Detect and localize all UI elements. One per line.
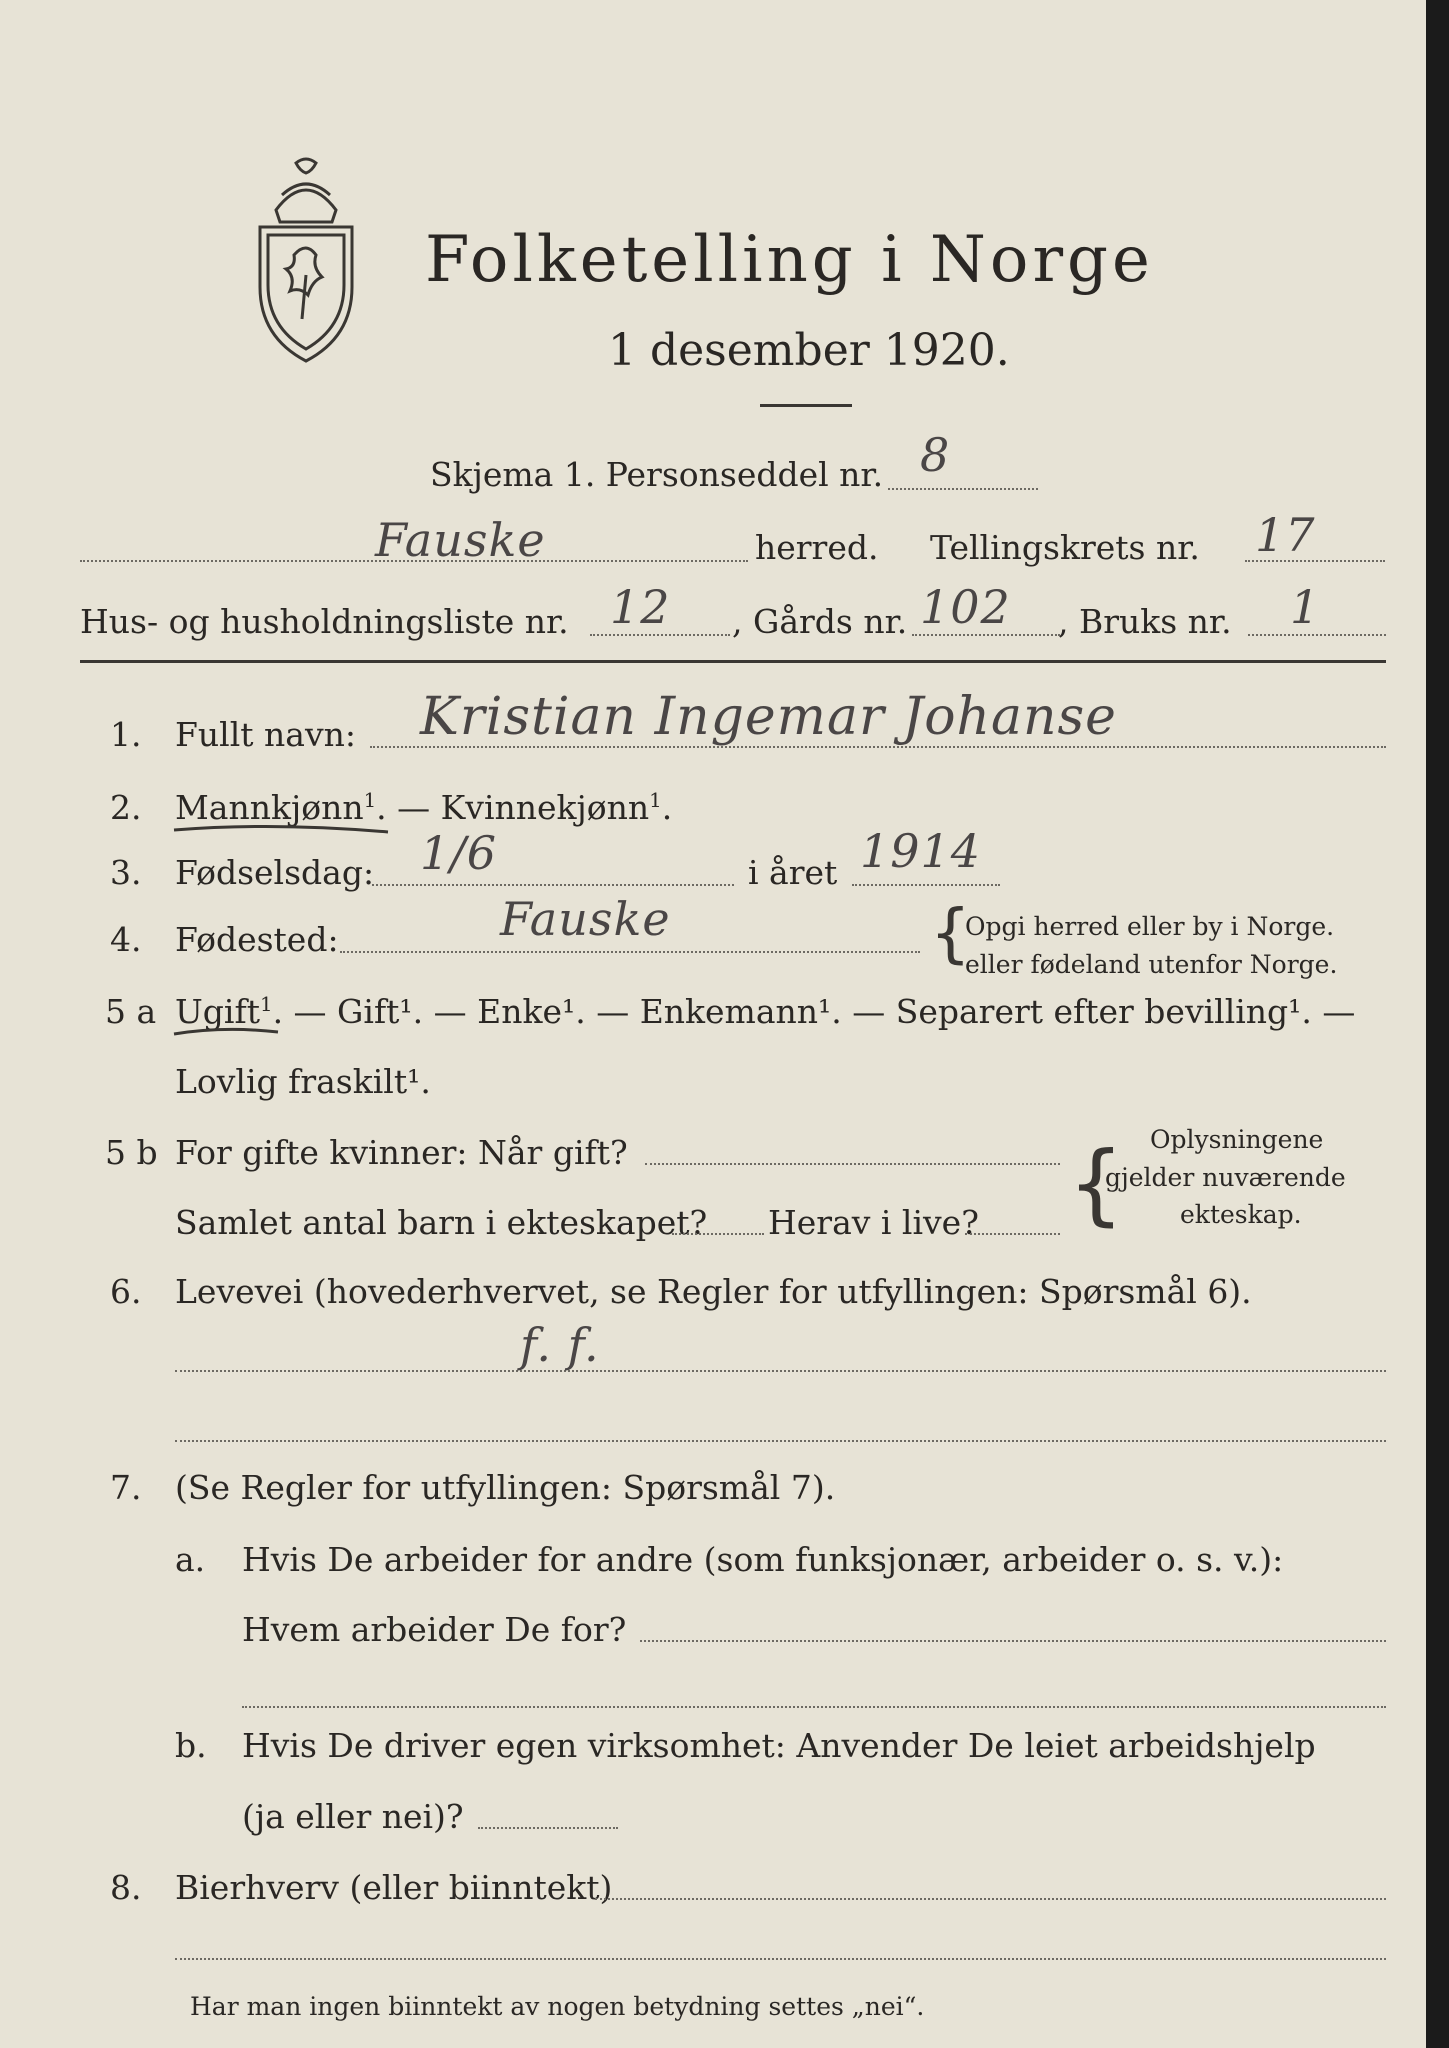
q6-number: 6. — [110, 1272, 142, 1311]
q7a-field-line-1 — [640, 1640, 1386, 1642]
q2-end: . — [661, 788, 673, 827]
q7b-field-line — [478, 1827, 618, 1829]
q5a-options[interactable] — [175, 992, 1355, 1032]
q5b-children-label: Samlet antal barn i ekteskapet? — [175, 1203, 708, 1242]
q7a-line-2: Hvem arbeider De for? — [242, 1610, 627, 1649]
q8-field-line-2 — [175, 1958, 1386, 1960]
footer-note: Har man ingen biinntekt av nogen betydning settes „nei“. — [190, 1992, 925, 2021]
q2-mannkjonn[interactable]: Mannkjønn — [175, 788, 364, 827]
q6-occupation-value[interactable]: f. f. — [520, 1318, 600, 1372]
hus-label: Hus- og husholdningsliste nr. — [80, 602, 569, 641]
skjema-value[interactable]: 8 — [920, 428, 951, 482]
q5a-number: 5 a — [105, 992, 157, 1031]
q2-footnote-marker-2: 1 — [649, 789, 662, 812]
hus-value[interactable]: 12 — [610, 580, 671, 634]
q5a-footnote-marker: 1 — [259, 993, 273, 1016]
q2-number: 2. — [110, 788, 142, 827]
q4-birthplace-value[interactable]: Fauske — [500, 892, 671, 946]
q7b-line-2: (ja eller nei)? — [242, 1797, 464, 1836]
census-date: 1 desember 1920. — [608, 325, 1010, 376]
q4-note-1: Opgi herred eller by i Norge. — [965, 912, 1335, 941]
q5b-alive-field-line — [965, 1233, 1060, 1235]
q5b-alive-label: Herav i live? — [768, 1203, 979, 1242]
q3-year-value[interactable]: 1914 — [860, 824, 982, 878]
bruks-label: , Bruks nr. — [1058, 602, 1232, 641]
q4-brace: { — [930, 897, 971, 971]
q3-label: Fødselsdag: — [175, 853, 375, 892]
q4-label: Fødested: — [175, 920, 339, 959]
q5b-note-2: gjelder nuværende — [1105, 1163, 1346, 1192]
q3-field-line — [372, 884, 734, 886]
form-title: Folketelling i Norge — [425, 223, 1154, 297]
q2-separator: . — — [376, 788, 431, 827]
skjema-field-line — [888, 488, 1038, 490]
q7a-line-1: Hvis De arbeider for andre (som funksjonær, arbeider o. s. v.): — [242, 1540, 1284, 1579]
q7a-number: a. — [175, 1540, 206, 1579]
q3-year-label: i året — [748, 853, 838, 892]
q5b-married-field-line — [645, 1163, 1060, 1165]
q7-number: 7. — [110, 1468, 142, 1507]
q5b-line-1: For gifte kvinner: Når gift? — [175, 1133, 628, 1172]
coat-of-arms-icon — [246, 155, 366, 365]
header-rule — [80, 660, 1386, 663]
q4-field-line — [340, 951, 920, 953]
herred-label: herred. — [755, 528, 879, 567]
q5b-brace: { — [1068, 1132, 1124, 1235]
q3-year-field-line — [852, 884, 1000, 886]
tellingskrets-label: Tellingskrets nr. — [930, 528, 1200, 567]
gards-label: , Gårds nr. — [732, 602, 908, 641]
q8-number: 8. — [110, 1868, 142, 1907]
gards-value[interactable]: 102 — [920, 580, 1011, 634]
q3-birthdate-value[interactable]: 1/6 — [420, 826, 498, 880]
q1-label: Fullt navn: — [175, 715, 356, 754]
q8-field-line-1 — [595, 1898, 1386, 1900]
q7b-line-1: Hvis De driver egen virksomhet: Anvender De leiet arbeidshjelp — [242, 1726, 1316, 1765]
q5b-note-3: ekteskap. — [1180, 1200, 1302, 1229]
q6-label: Levevei (hovederhvervet, se Regler for utfyllingen: Spørsmål 6). — [175, 1272, 1252, 1311]
q2-kvinnekjonn[interactable]: Kvinnekjønn — [440, 788, 650, 827]
herred-value[interactable]: Fauske — [375, 513, 546, 567]
q7a-field-line-2 — [242, 1706, 1386, 1708]
q2-footnote-marker: 1 — [363, 789, 377, 812]
q7-label: (Se Regler for utfyllingen: Spørsmål 7). — [175, 1468, 836, 1507]
q5a-other-options[interactable]: . — Gift¹. — Enke¹. — Enkemann¹. — Separert efter bevilling¹. — — [272, 992, 1356, 1031]
title-divider — [760, 404, 852, 407]
gards-field-line — [912, 634, 1060, 636]
q5a-line-2[interactable]: Lovlig fraskilt¹. — [175, 1062, 431, 1101]
q5a-ugift[interactable]: Ugift — [175, 992, 260, 1031]
q3-number: 3. — [110, 853, 142, 892]
q8-label: Bierhverv (eller biinntekt) — [175, 1868, 613, 1907]
q1-number: 1. — [110, 715, 142, 754]
q4-number: 4. — [110, 920, 142, 959]
q4-note-2: eller fødeland utenfor Norge. — [965, 950, 1338, 979]
q5b-note-1: Oplysningene — [1150, 1125, 1324, 1154]
hus-field-line — [590, 634, 730, 636]
skjema-label: Skjema 1. Personseddel nr. — [430, 455, 884, 494]
q5b-children-field-line — [672, 1233, 764, 1235]
q6-field-line-2 — [175, 1440, 1386, 1442]
bruks-field-line — [1248, 634, 1386, 636]
q6-field-line-1 — [175, 1370, 1386, 1372]
q7b-number: b. — [175, 1726, 207, 1765]
bruks-value[interactable]: 1 — [1290, 580, 1321, 634]
q5b-number: 5 b — [105, 1133, 158, 1172]
q2-underline-mark — [172, 822, 392, 836]
tellingskrets-value[interactable]: 17 — [1255, 508, 1316, 562]
q1-full-name-value[interactable]: Kristian Ingemar Johanse — [420, 687, 1117, 747]
q5a-underline-mark — [172, 1026, 282, 1040]
